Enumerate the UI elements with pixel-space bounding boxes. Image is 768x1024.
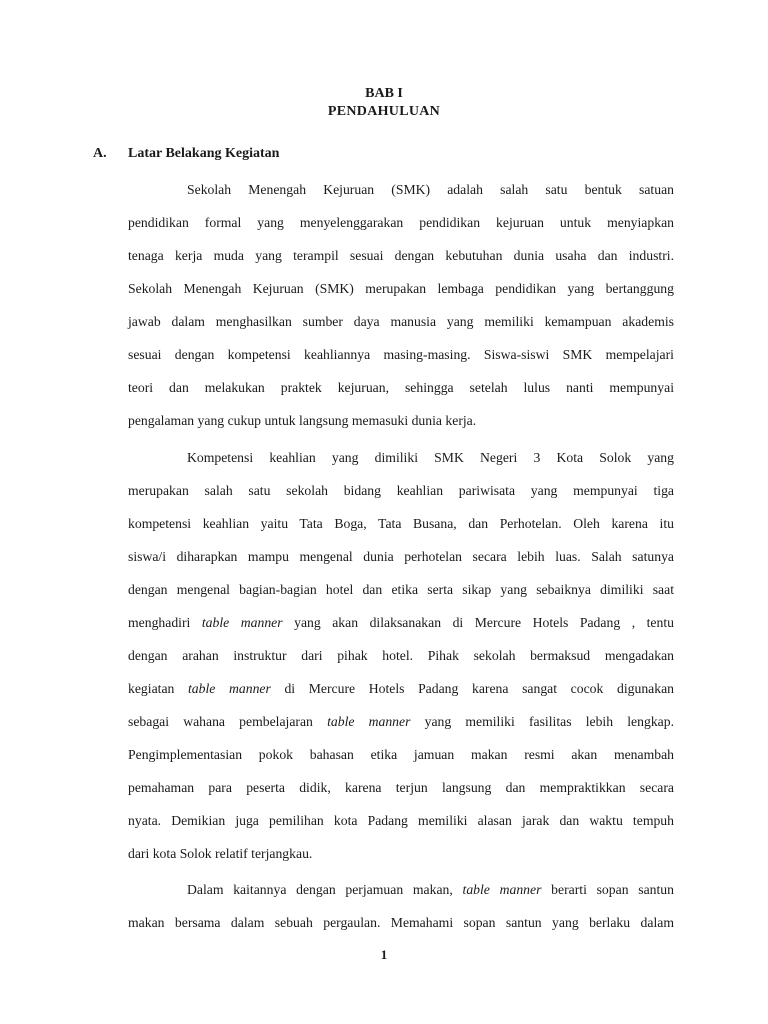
body-line: Sekolah Menengah Kejuruan (SMK) adalah salah satu bentuk satuan <box>187 182 674 197</box>
line-text: berarti sopan santun <box>541 882 674 897</box>
body-line: tenaga kerja muda yang terampil sesuai dengan kebutuhan dunia usaha dan industri. <box>128 248 674 263</box>
body-line <box>187 880 674 900</box>
body-line <box>128 613 674 633</box>
section-heading <box>93 146 279 162</box>
body-line: dari kota Solok relatif terjangkau. <box>128 846 313 861</box>
chapter-title: PENDAHULUAN <box>327 104 441 119</box>
section-number: A. <box>93 146 107 161</box>
line-text: menghadiri <box>128 615 202 630</box>
italic-term: table manner <box>201 615 283 630</box>
italic-term: table manner <box>188 681 271 696</box>
line-text: yang memiliki fasilitas lebih lengkap. <box>410 714 675 729</box>
section-title: Latar Belakang Kegiatan <box>128 146 280 161</box>
body-line: makan bersama dalam sebuah pergaulan. Memahami sopan santun yang berlaku dalam <box>128 915 674 930</box>
body-line: siswa/i diharapkan mampu mengenal dunia perhotelan secara lebih luas. Salah satunya <box>128 549 674 564</box>
body-line: Sekolah Menengah Kejuruan (SMK) merupakan lembaga pendidikan yang bertanggung <box>128 281 674 296</box>
body-line: pemahaman para peserta didik, karena terjun langsung dan mempraktikkan secara <box>128 780 674 795</box>
body-line: dengan mengenal bagian-bagian hotel dan etika serta sikap yang sebaiknya dimiliki saat <box>128 582 674 597</box>
body-line <box>128 679 674 699</box>
body-line: nyata. Demikian juga pemilihan kota Padang memiliki alasan jarak dan waktu tempuh <box>128 813 674 828</box>
body-line: pengalaman yang cukup untuk langsung memasuki dunia kerja. <box>128 413 477 428</box>
line-text: yang akan dilaksanakan di Mercure Hotels Padang , tentu <box>282 615 675 630</box>
line-text: kegiatan <box>128 681 188 696</box>
body-line: Pengimplementasian pokok bahasan etika jamuan makan resmi akan menambah <box>128 747 674 762</box>
body-line: dengan arahan instruktur dari pihak hotel. Pihak sekolah bermaksud mengadakan <box>128 648 674 663</box>
body-line: sesuai dengan kompetensi keahliannya masing-masing. Siswa-siswi SMK mempelajari <box>128 347 674 362</box>
italic-term: table manner <box>462 882 542 897</box>
page-number: 1 <box>380 947 388 962</box>
body-line: kompetensi keahlian yaitu Tata Boga, Tata Busana, dan Perhotelan. Oleh karena itu <box>128 516 674 531</box>
line-text: sebagai wahana pembelajaran <box>128 714 328 729</box>
chapter-label: BAB I <box>365 86 403 101</box>
body-line: Kompetensi keahlian yang dimiliki SMK Negeri 3 Kota Solok yang <box>187 450 674 465</box>
body-line: merupakan salah satu sekolah bidang keahlian pariwisata yang mempunyai tiga <box>128 483 674 498</box>
line-text: Dalam kaitannya dengan perjamuan makan, <box>187 882 463 897</box>
body-line: jawab dalam menghasilkan sumber daya manusia yang memiliki kemampuan akademis <box>128 314 674 329</box>
italic-term: table manner <box>327 714 411 729</box>
line-text: di Mercure Hotels Padang karena sangat cocok digunakan <box>270 681 675 696</box>
body-line: teori dan melakukan praktek kejuruan, sehingga setelah lulus nanti mempunyai <box>128 380 674 395</box>
body-line: pendidikan formal yang menyelenggarakan pendidikan kejuruan untuk menyiapkan <box>128 215 674 230</box>
body-line <box>128 712 674 732</box>
